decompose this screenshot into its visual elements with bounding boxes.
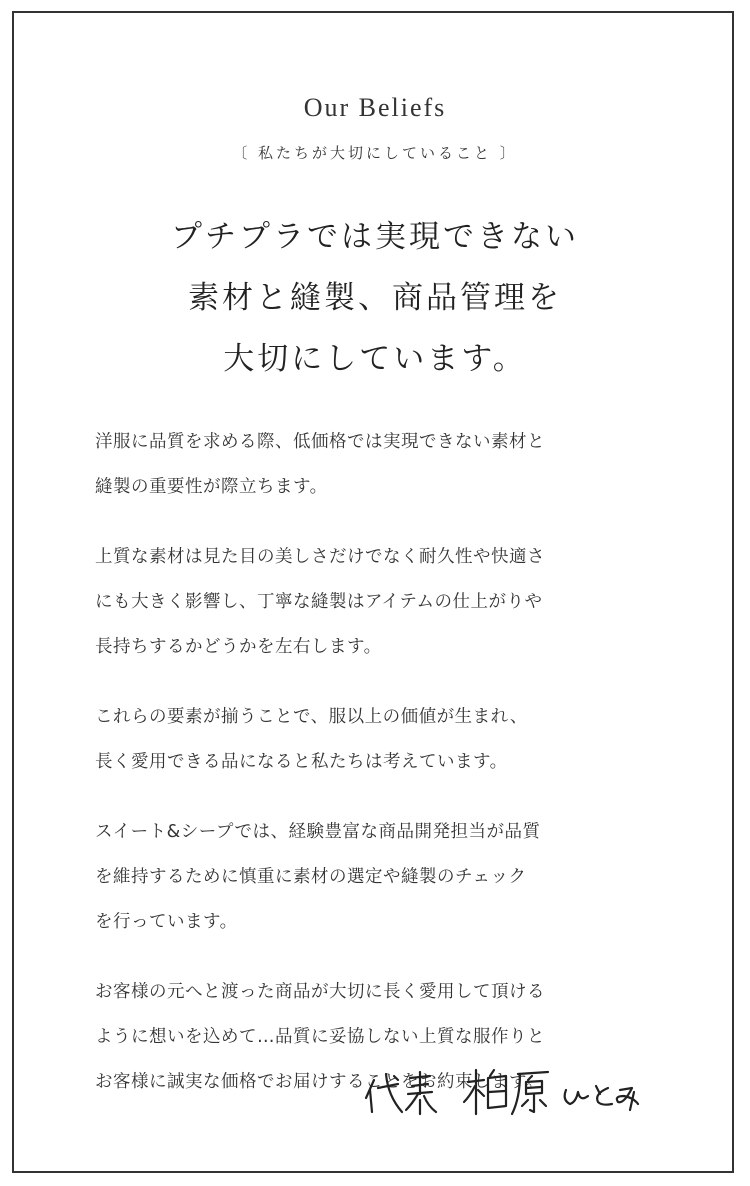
paragraph-line: 上質な素材は見た目の美しさだけでなく耐久性や快適さ <box>95 547 545 567</box>
paragraph-line: 洋服に品質を求める際、低価格では実現できない素材と <box>95 432 545 452</box>
paragraph <box>95 695 665 785</box>
paragraph-line: 長く愛用できる品になると私たちは考えています。 <box>95 752 508 772</box>
paragraph <box>95 810 665 945</box>
paragraph <box>95 535 665 670</box>
paragraph-line: ように想いを込めて…品質に妥協しない上質な服作りと <box>95 1027 545 1047</box>
paragraph-line: にも大きく影響し、丁寧な縫製はアイテムの仕上がりや <box>95 592 543 612</box>
headline <box>0 207 750 390</box>
handwritten-signature <box>362 1062 662 1122</box>
paragraph-line: を維持するために慎重に素材の選定や縫製のチェック <box>95 867 527 887</box>
paragraph-line: これらの要素が揃うことで、服以上の価値が生まれ、 <box>95 707 528 727</box>
paragraph-line: お客様に誠実な価格でお届けすることをお約束します。 <box>95 1072 544 1092</box>
body-text <box>95 420 665 1130</box>
headline-line: プチプラでは実現できない <box>171 219 579 255</box>
paragraph-line: スイート&シープでは、経験豊富な商品開発担当が品質 <box>95 822 541 842</box>
paragraph-line: お客様の元へと渡った商品が大切に長く愛用して頂ける <box>95 982 545 1002</box>
section-heading: Our Beliefs <box>303 93 447 122</box>
headline-line: 大切にしています。 <box>223 341 527 377</box>
paragraph-line: を行っています。 <box>95 912 238 932</box>
paragraph-line: 縫製の重要性が際立ちます。 <box>95 477 328 497</box>
section-subheading: 〔 私たちが大切にしていること 〕 <box>232 144 518 162</box>
paragraph-line: 長持ちするかどうかを左右します。 <box>95 637 382 657</box>
headline-line: 素材と縫製、商品管理を <box>188 280 562 316</box>
paragraph <box>95 420 665 510</box>
